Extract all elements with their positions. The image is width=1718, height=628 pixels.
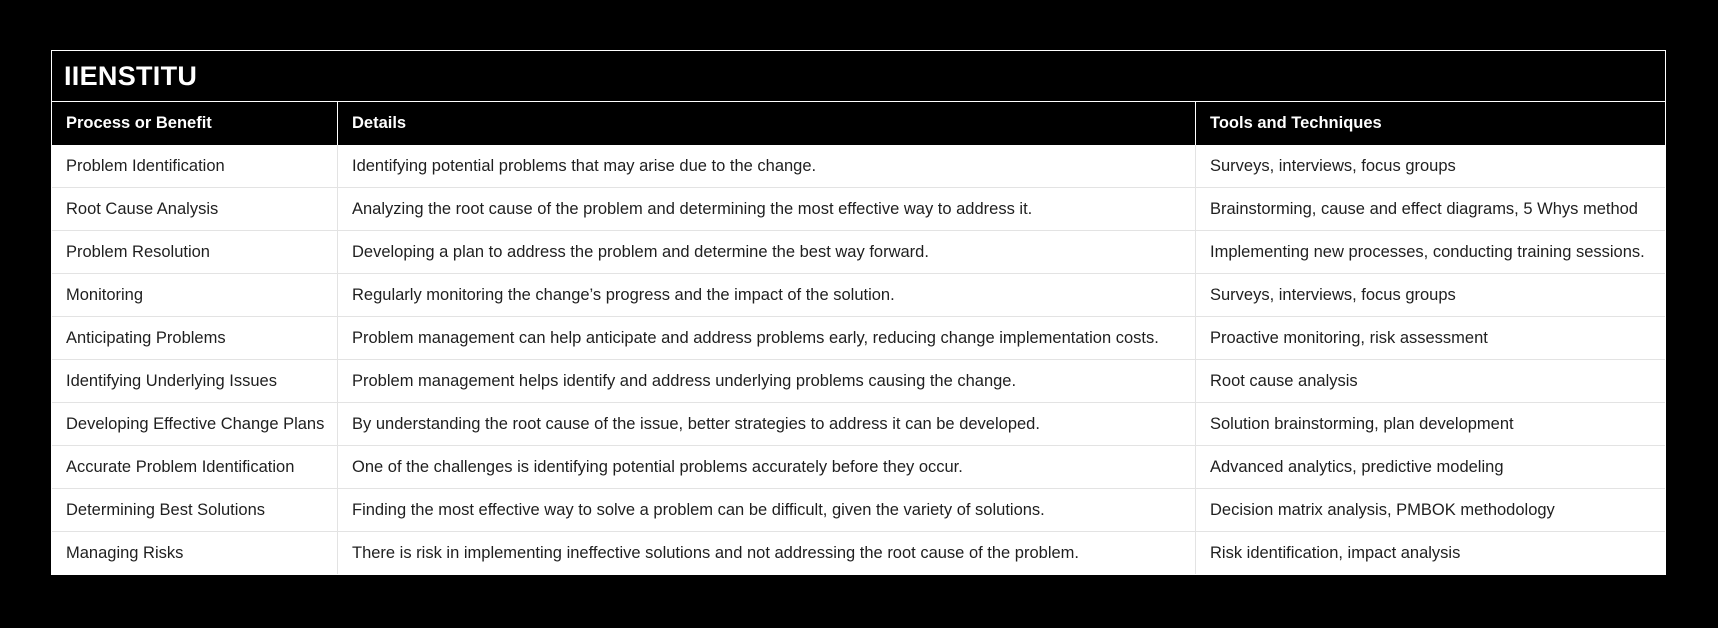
process-cell: Monitoring <box>52 274 338 316</box>
brand-title-bar <box>52 51 1665 102</box>
tools-cell: Brainstorming, cause and effect diagrams, 5 Whys method <box>1210 199 1638 218</box>
table-row <box>52 230 1665 273</box>
details-cell: Problem management can help anticipate and address problems early, reducing change implementation costs. <box>338 317 1196 359</box>
tools-cell: Decision matrix analysis, PMBOK methodology <box>1210 500 1555 519</box>
tools-cell: Implementing new processes, conducting training sessions. <box>1210 242 1645 261</box>
details-cell: By understanding the root cause of the issue, better strategies to address it can be developed. <box>338 403 1196 445</box>
column-header-details: Details <box>338 102 1196 145</box>
details-cell: Finding the most effective way to solve a problem can be difficult, given the variety of solutions. <box>338 489 1196 531</box>
tools-cell: Risk identification, impact analysis <box>1210 543 1461 562</box>
details-cell: Developing a plan to address the problem and determine the best way forward. <box>338 231 1196 273</box>
details-cell: Analyzing the root cause of the problem and determining the most effective way to address it. <box>338 188 1196 230</box>
table-row <box>52 359 1665 402</box>
process-cell: Anticipating Problems <box>52 317 338 359</box>
column-header-process-or-benefit: Process or Benefit <box>52 102 338 145</box>
details-cell: Regularly monitoring the change’s progress and the impact of the solution. <box>338 274 1196 316</box>
table-row <box>52 445 1665 488</box>
process-cell: Developing Effective Change Plans <box>52 403 338 445</box>
table-body <box>52 145 1665 574</box>
process-cell: Accurate Problem Identification <box>52 446 338 488</box>
tools-cell: Root cause analysis <box>1210 371 1358 390</box>
process-cell: Determining Best Solutions <box>52 489 338 531</box>
process-cell: Root Cause Analysis <box>52 188 338 230</box>
table-row <box>52 316 1665 359</box>
tools-cell: Solution brainstorming, plan development <box>1210 414 1514 433</box>
table-row <box>52 531 1665 574</box>
tools-cell: Advanced analytics, predictive modeling <box>1210 457 1504 476</box>
process-cell: Managing Risks <box>52 532 338 574</box>
process-cell: Problem Identification <box>52 145 338 187</box>
tools-cell: Surveys, interviews, focus groups <box>1210 285 1456 304</box>
process-cell: Identifying Underlying Issues <box>52 360 338 402</box>
details-cell: There is risk in implementing ineffective solutions and not addressing the root cause of the problem. <box>338 532 1196 574</box>
process-cell: Problem Resolution <box>52 231 338 273</box>
table-row <box>52 145 1665 187</box>
tools-cell: Surveys, interviews, focus groups <box>1210 156 1456 175</box>
table-row <box>52 187 1665 230</box>
brand-title: IIENSTITU <box>64 60 198 91</box>
table-header-row <box>52 102 1665 145</box>
details-cell: Problem management helps identify and address underlying problems causing the change. <box>338 360 1196 402</box>
tools-cell: Proactive monitoring, risk assessment <box>1210 328 1488 347</box>
column-header-tools-and-techniques: Tools and Techniques <box>1210 114 1382 132</box>
details-cell: One of the challenges is identifying potential problems accurately before they occur. <box>338 446 1196 488</box>
table-row <box>52 402 1665 445</box>
table-row <box>52 488 1665 531</box>
details-cell: Identifying potential problems that may arise due to the change. <box>338 145 1196 187</box>
data-table-panel <box>51 50 1666 575</box>
table-row <box>52 273 1665 316</box>
